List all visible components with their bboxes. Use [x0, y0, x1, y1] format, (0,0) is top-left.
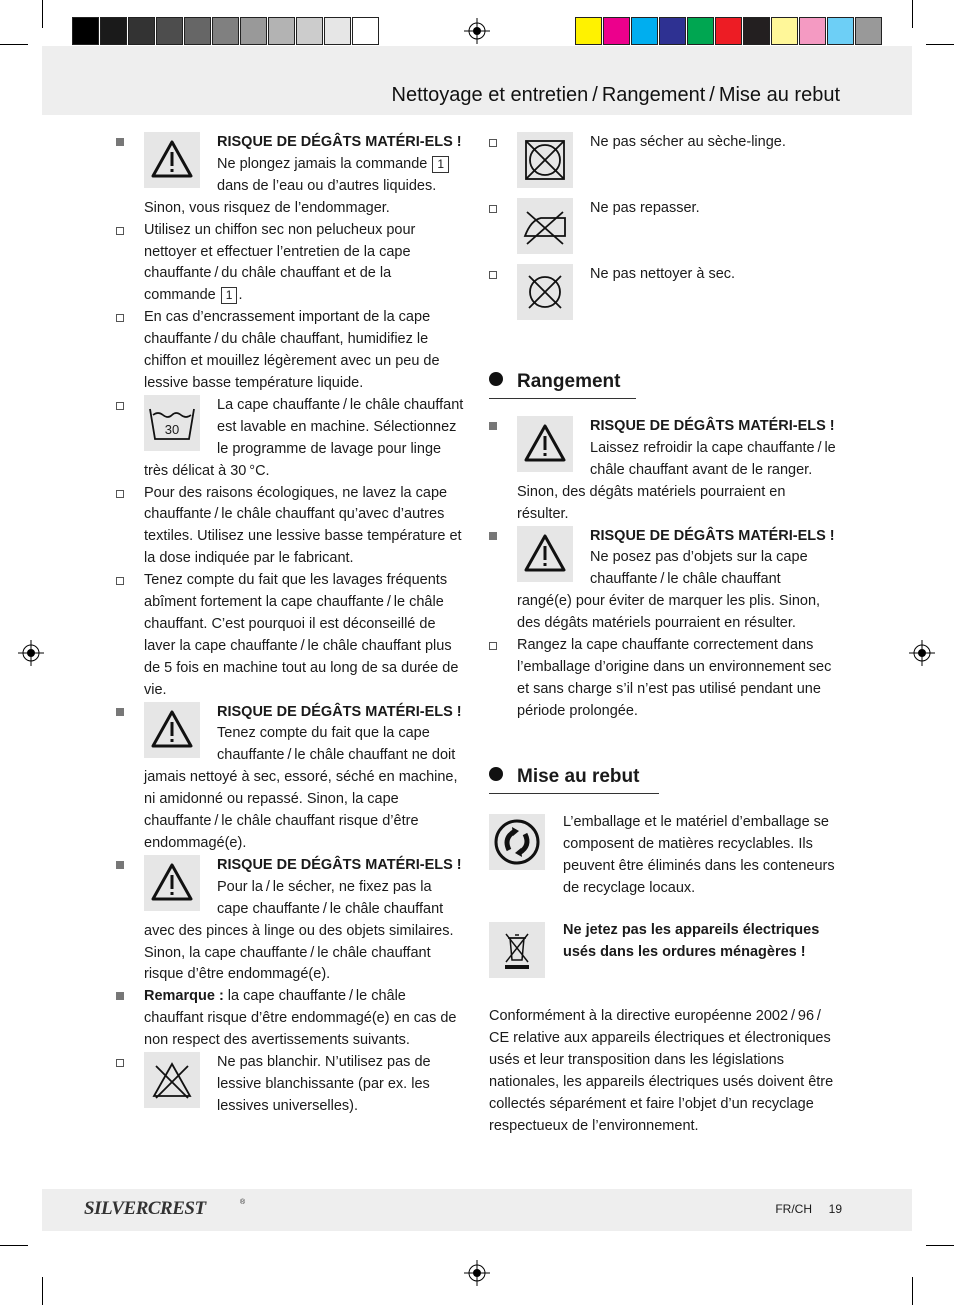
bullet: [489, 422, 497, 430]
list-item: [116, 570, 466, 701]
registered-mark: ®: [240, 1199, 246, 1206]
list-item: [489, 198, 839, 264]
page-number: 19: [828, 1202, 842, 1216]
bullet: [116, 1059, 124, 1067]
reference-number: 1: [221, 287, 238, 304]
bullet: [116, 490, 124, 498]
warning-title: RISQUE DE DÉGÂTS MATÉRI-ELS !: [217, 856, 462, 873]
care-symbols: [489, 132, 839, 330]
calibration-swatch: [324, 17, 351, 45]
bullet: [489, 139, 497, 147]
note-label: Remarque :: [144, 988, 224, 1005]
list-item: [116, 220, 466, 308]
recycling-text: L’emballage et le matériel d’emballage se composent de matières recyclables. Ils peuvent être éliminés dans les conteneurs de recyclage locaux.: [563, 814, 835, 896]
bullet: [116, 992, 124, 1000]
warning-icon: [144, 132, 200, 188]
calibration-swatch: [799, 17, 826, 45]
bullet: [116, 577, 124, 585]
crop-mark: [926, 1245, 954, 1246]
heading-bullet: [489, 767, 503, 781]
calibration-swatch: [687, 17, 714, 45]
calibration-swatch: [156, 17, 183, 45]
list-item: [116, 395, 466, 483]
warning-title: RISQUE DE DÉGÂTS MATÉRI-ELS !: [590, 418, 835, 434]
calibration-swatch: [659, 17, 686, 45]
calibration-swatch: [631, 17, 658, 45]
item-text: En cas d’encrassement important de la cape chauffante / du châle chauffant, humidifiez le chiffon et mouillez légèrement avec un peu de lessive basse température liquide.: [144, 309, 440, 391]
registration-mark-icon: [464, 1260, 490, 1286]
disposal-section: [489, 812, 839, 1137]
calibration-swatch: [715, 17, 742, 45]
weee-block: [489, 920, 839, 1006]
item-text: Pour des raisons écologiques, ne lavez la cape chauffante / le châle chauffant qu’avec d’autres textiles. Utilisez une lessive basse température et la dose indiquée par le fabricant.: [144, 484, 462, 567]
rangement-list: [489, 416, 839, 723]
crop-mark: [42, 1277, 43, 1305]
heading-underline: [489, 793, 659, 794]
bullet: [116, 314, 124, 322]
item-text: Ne pas repasser.: [590, 200, 700, 216]
crop-mark: [912, 0, 913, 28]
list-item: [116, 986, 466, 1052]
crop-mark: [0, 1245, 28, 1246]
calibration-swatch: [268, 17, 295, 45]
no-tumble-dry-icon: [517, 132, 573, 188]
item-text: dans de l’eau ou d’autres liquides. Sinon, vous risquez de l’endommager.: [144, 177, 437, 216]
crop-mark: [42, 0, 43, 28]
calibration-swatch: [240, 17, 267, 45]
calibration-swatch: [296, 17, 323, 45]
wash-temperature-label: 30: [164, 421, 180, 437]
directive-text: Conformément à la directive européenne 2002 / 96 / CE relative aux appareils électriques et électroniques usés et leur transposition dans les législations nationales, les appareils électriques usés doivent être collectés séparément et faire l’objet d’un recyclage respectueux de l’environnement.: [489, 1008, 834, 1134]
item-text: La cape chauffante / le châle chauffant est lavable en machine. Sélectionnez le programme de lavage pour linge très délicat à 30 °C.: [144, 396, 464, 479]
warning-icon: [517, 526, 573, 582]
list-item: [489, 526, 839, 636]
recycling-block: [489, 812, 839, 920]
weee-warning-text: Ne jetez pas les appareils électriques usés dans les ordures ménagères !: [563, 922, 820, 960]
crop-mark: [0, 44, 28, 45]
locale-code: FR/CH: [775, 1202, 812, 1216]
calibration-swatch: [184, 17, 211, 45]
warning-icon: [144, 855, 200, 911]
heading-underline: [489, 398, 636, 399]
list-item: [116, 132, 466, 220]
item-text: Ne pas blanchir. N’utilisez pas de lessive blanchissante (par ex. les lessives universelles).: [217, 1054, 431, 1114]
calibration-swatch: [352, 17, 379, 45]
green-dot-recycling-icon: [489, 814, 545, 870]
section-title: Rangement: [517, 371, 621, 392]
calibration-swatch: [212, 17, 239, 45]
section-heading-rangement: [489, 371, 620, 393]
calibration-swatch: [603, 17, 630, 45]
bullet: [116, 402, 124, 410]
brand-logo: SILVERCREST: [84, 1198, 206, 1219]
list-item: [116, 1052, 466, 1118]
bullet: [116, 138, 124, 146]
item-text: la cape chauffante / le châle chauffant risque d’être endommagé(e) en cas de non respect des avertissements suivants.: [144, 988, 457, 1049]
bullet: [116, 227, 124, 235]
item-text: .: [238, 287, 243, 304]
crossed-out-bin-icon: [489, 922, 545, 978]
item-text: Rangez la cape chauffante correctement dans l’emballage d’origine dans un environnement sec et sans charge s’il n’est pas utilisé pendant une période prolongée.: [517, 637, 832, 719]
list-item: [489, 132, 839, 198]
calibration-swatch: [827, 17, 854, 45]
list-item: [116, 307, 466, 395]
item-text: Ne pas nettoyer à sec.: [590, 266, 736, 282]
page-header: [42, 46, 912, 115]
bullet: [489, 271, 497, 279]
calibration-swatch: [855, 17, 882, 45]
warning-icon: [517, 416, 573, 472]
no-iron-icon: [517, 198, 573, 254]
list-item: [116, 483, 466, 571]
section-heading-mise-au-rebut: [489, 766, 639, 788]
calibration-swatch: [100, 17, 127, 45]
bullet: [489, 642, 497, 650]
warning-title: RISQUE DE DÉGÂTS MATÉRI-ELS !: [217, 703, 462, 720]
reference-number: 1: [432, 156, 449, 173]
calibration-swatch: [128, 17, 155, 45]
list-item: [489, 635, 839, 723]
no-dry-clean-icon: [517, 264, 573, 320]
list-item: [489, 416, 839, 526]
item-text: Pour la / le sécher, ne fixez pas la cape chauffante / le châle chauffant avec des pinces à linge ou des objets similaires. Sinon, la cape chauffante / le châle chauffant risque d’être endommagé(e).: [144, 878, 454, 983]
list-item: [489, 264, 839, 330]
list-item: [116, 855, 466, 986]
calibration-swatch: [743, 17, 770, 45]
registration-mark-icon: [18, 640, 44, 666]
registration-mark-icon: [909, 640, 935, 666]
wash-30-icon: [144, 395, 200, 451]
warning-icon: [144, 702, 200, 758]
bullet: [116, 861, 124, 869]
warning-title: RISQUE DE DÉGÂTS MATÉRI-ELS !: [217, 134, 462, 150]
section-title: Mise au rebut: [517, 766, 640, 787]
calibration-swatch: [575, 17, 602, 45]
no-bleach-icon: [144, 1052, 200, 1108]
heading-bullet: [489, 372, 503, 386]
item-text: Ne pas sécher au sèche-linge.: [590, 134, 786, 150]
item-text: Laissez refroidir la cape chauffante / le châle chauffant avant de le ranger. Sinon, des dégâts matériels pourraient en résulter.: [517, 439, 836, 522]
bullet: [116, 708, 124, 716]
item-text: Tenez compte du fait que la cape chauffante / le châle chauffant ne doit jamais nettoyé à sec, essoré, séché en machine, ni amidonné ou repassé. Sinon, la cape chauffante / le châle chauffant risque d’être endommagé(e).: [144, 725, 458, 851]
item-text: Ne posez pas d’objets sur la cape chauffante / le châle chauffant rangé(e) pour éviter de marquer les plis. Sinon, des dégâts matériels pourraient en résulter.: [517, 549, 821, 632]
calibration-swatch: [771, 17, 798, 45]
item-text: Utilisez un chiffon sec non pelucheux pour nettoyer et effectuer l’entretien de la cape chauffante / du châle chauffant et de la commande: [144, 221, 416, 304]
crop-mark: [912, 1277, 913, 1305]
page-footer: [42, 1189, 912, 1231]
item-text: Ne plongez jamais la commande: [217, 155, 432, 172]
list-item: [116, 702, 466, 855]
crop-mark: [926, 44, 954, 45]
registration-mark-icon: [464, 18, 490, 44]
page-title: Nettoyage et entretien / Rangement / Mise au rebut: [391, 84, 840, 106]
item-text: Tenez compte du fait que les lavages fréquents abîment fortement la cape chauffante / le châle chauffant. C’est pourquoi il est déconseillé de laver la cape chauffante / le châle chauffant plus de 5 fois en machine tout au long de sa durée de vie.: [144, 572, 459, 698]
bullet: [489, 205, 497, 213]
left-column: [116, 132, 466, 1118]
warning-title: RISQUE DE DÉGÂTS MATÉRI-ELS !: [590, 527, 835, 544]
bullet: [489, 532, 497, 540]
calibration-swatch: [72, 17, 99, 45]
